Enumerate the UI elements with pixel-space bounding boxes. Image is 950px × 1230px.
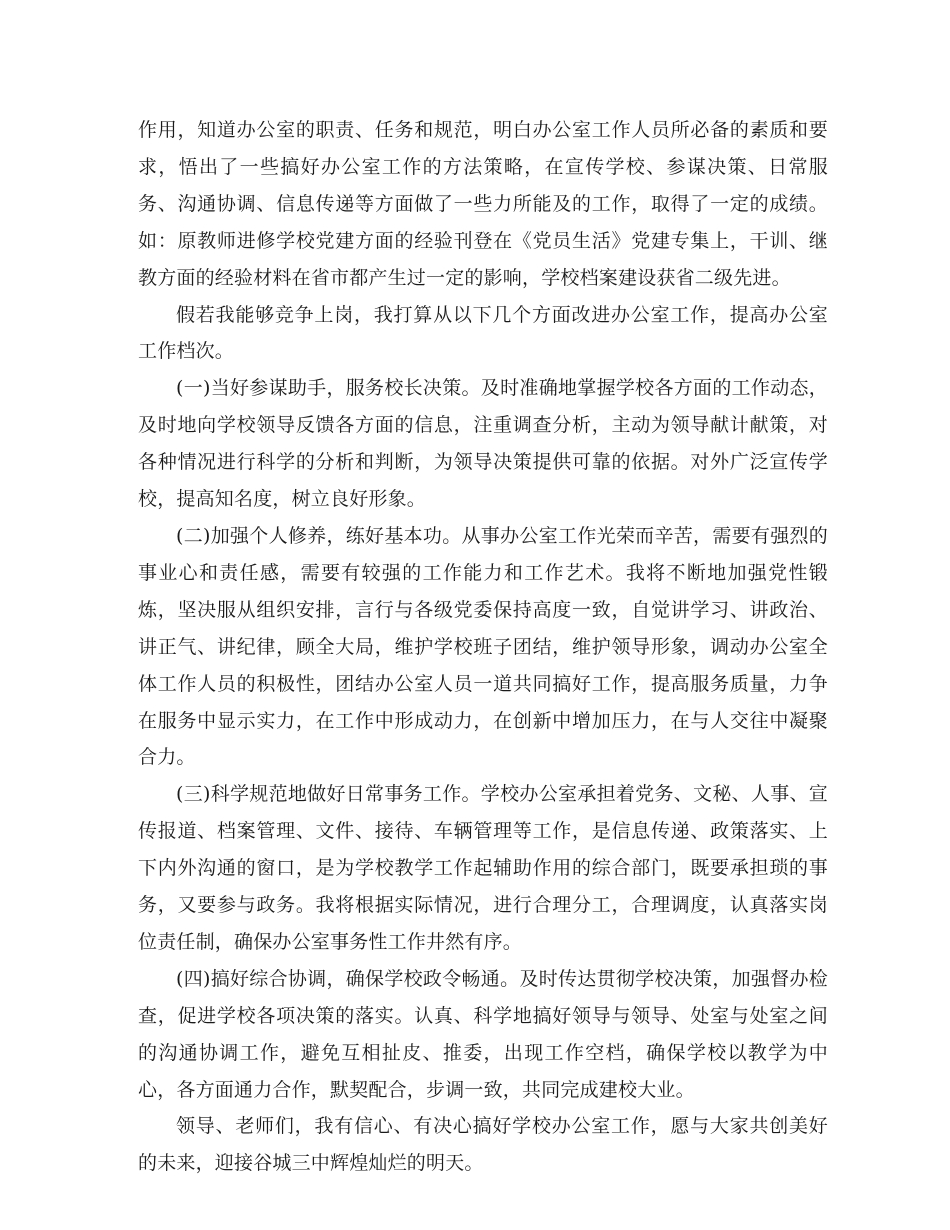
paragraph-point-1: (一)当好参谋助手，服务校长决策。及时准确地掌握学校各方面的工作动态，及时地向学校领导反馈各方面的信息，注重调查分析，主动为领导献计献策，对各种情况进行科学的分析和判断，为领导决策提供可靠的依据。对外广泛宣传学校，提高知名度，树立良好形象。 (138, 377, 828, 511)
paragraph-plan-intro: 假若我能够竞争上岗，我打算从以下几个方面改进办公室工作，提高办公室工作档次。 (138, 303, 828, 363)
paragraph-point-2: (二)加强个人修养，练好基本功。从事办公室工作光荣而辛苦，需要有强烈的事业心和责任感，需要有较强的工作能力和工作艺术。我将不断地加强党性锻炼，坚决服从组织安排，言行与各级党委保持高度一致，自觉讲学习、讲政治、讲正气、讲纪律，顾全大局，维护学校班子团结，维护领导形象，调动办公室全体工作人员的积极性，团结办公室人员一道共同搞好工作，提高服务质量，力争在服务中显示实力，在工作中形成动力，在创新中增加压力，在与人交往中凝聚合力。 (138, 524, 828, 769)
paragraph-point-3: (三)科学规范地做好日常事务工作。学校办公室承担着党务、文秘、人事、宣传报道、档案管理、文件、接待、车辆管理等工作，是信息传递、政策落实、上下内外沟通的窗口，是为学校教学工作起辅助作用的综合部门，既要承担琐的事务，又要参与政务。我将根据实际情况，进行合理分工，合理调度，认真落实岗位责任制，确保办公室事务性工作井然有序。 (138, 783, 828, 953)
paragraph-intro-continuation: 作用，知道办公室的职责、任务和规范，明白办公室工作人员所必备的素质和要求，悟出了一些搞好办公室工作的方法策略，在宣传学校、参谋决策、日常服务、沟通协调、信息传递等方面做了一些力所能及的工作，取得了一定的成绩。如：原教师进修学校党建方面的经验刊登在《党员生活》党建专集上，干训、继教方面的经验材料在省市都产生过一定的影响，学校档案建设获省二级先进。 (138, 119, 828, 289)
document-body (138, 112, 828, 1182)
paragraph-point-4: (四)搞好综合协调，确保学校政令畅通。及时传达贯彻学校决策，加强督办检查，促进学校各项决策的落实。认真、科学地搞好领导与领导、处室与处室之间的沟通协调工作，避免互相扯皮、推委，出现工作空档，确保学校以教学为中心，各方面通力合作，默契配合，步调一致，共同完成建校大业。 (138, 967, 828, 1101)
paragraph-closing: 领导、老师们，我有信心、有决心搞好学校办公室工作，愿与大家共创美好的未来，迎接谷城三中辉煌灿烂的明天。 (138, 1115, 828, 1175)
